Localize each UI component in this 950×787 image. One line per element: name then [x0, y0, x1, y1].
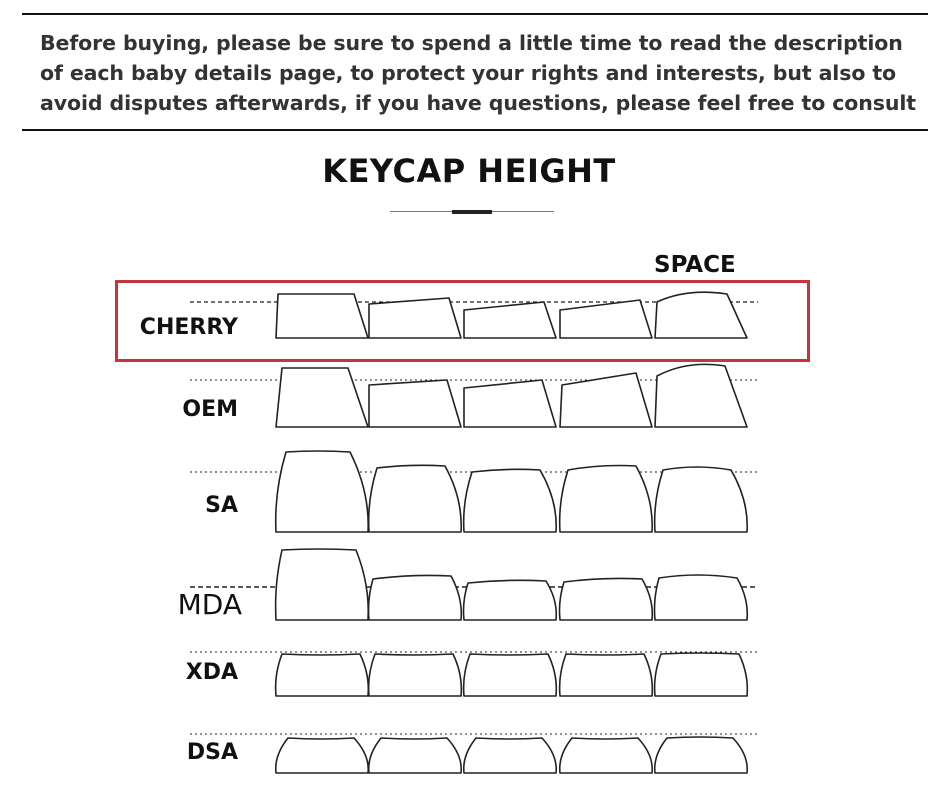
keycap-xda-5	[655, 653, 748, 696]
keycap-xda-3	[464, 654, 557, 696]
profile-label-cherry: CHERRY	[139, 315, 238, 340]
keycap-mda-5	[655, 575, 748, 620]
keycap-sa-4	[560, 466, 653, 533]
keycap-mda-2	[369, 575, 462, 620]
keycap-sa-5	[655, 467, 748, 532]
keycap-sa-1	[276, 451, 368, 532]
keycap-dsa-2	[369, 738, 461, 773]
notice-text: Before buying, please be sure to spend a little time to read the description of each baby details page, to protect your rights and interests, but also to avoid disputes afterwards, if you have questions, please feel free to consult	[40, 31, 916, 115]
keycap-oem-5	[655, 364, 747, 427]
keycap-dsa-4	[560, 738, 652, 773]
keycap-dsa-1	[276, 738, 368, 773]
profile-label-oem: OEM	[182, 397, 238, 422]
profile-label-sa: SA	[205, 493, 238, 518]
profile-label-xda: XDA	[185, 660, 238, 685]
profile-label-dsa: DSA	[186, 740, 238, 765]
keycap-oem-4	[560, 373, 652, 427]
keycap-xda-2	[369, 654, 462, 696]
keycap-sa-3	[464, 469, 557, 532]
profile-label-mda: MDA	[177, 588, 242, 621]
keycap-oem-3	[464, 380, 556, 427]
keycap-dsa-5	[655, 737, 747, 773]
diagram-title: KEYCAP HEIGHT	[322, 152, 616, 190]
keycap-mda-4	[560, 578, 653, 620]
keycap-oem-1	[276, 368, 368, 427]
keycap-xda-1	[276, 654, 369, 696]
keycap-sa-2	[369, 465, 462, 532]
keycap-mda-3	[464, 580, 557, 620]
keycap-dsa-3	[464, 738, 556, 773]
keycap-xda-4	[560, 654, 653, 696]
space-column-label: SPACE	[654, 252, 736, 278]
keycap-oem-2	[369, 380, 461, 427]
keycap-mda-1	[276, 549, 369, 620]
